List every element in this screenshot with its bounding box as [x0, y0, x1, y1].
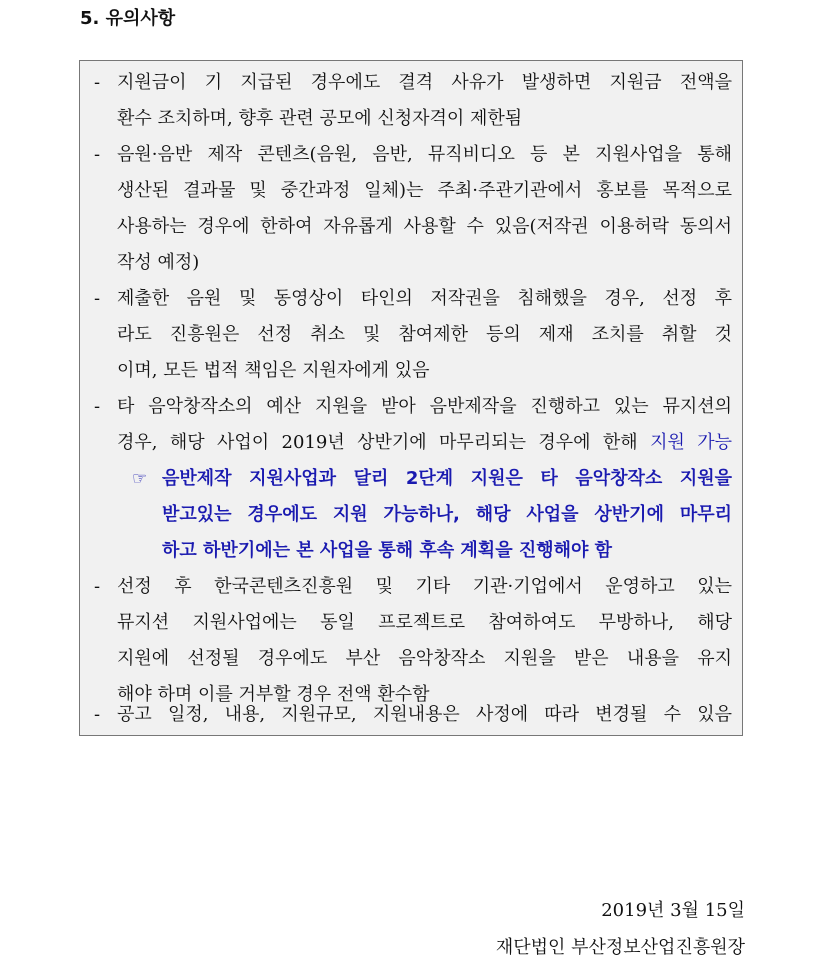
notice-line	[80, 353, 742, 389]
notice-line	[80, 425, 742, 461]
notice-line	[80, 317, 742, 353]
pointing-hand-icon: ☞	[132, 469, 148, 489]
notice-text: 라도 진흥원은 선정 취소 및 참여제한 등의 제재 조치를 취할 것	[117, 324, 732, 345]
notice-text: 선정 후 한국콘텐츠진흥원 및 기타 기관·기업에서 운영하고 있는	[117, 576, 732, 597]
notice-text: 사용하는 경우에 한하여 자유롭게 사용할 수 있음(저작권 이용허락 동의서	[117, 216, 732, 237]
notice-line	[80, 245, 742, 281]
notice-item-3	[80, 281, 742, 317]
highlight-text: 받고있는 경우에도 지원 가능하나, 해당 사업을 상반기에 마무리	[162, 504, 732, 525]
notice-text: 제출한 음원 및 동영상이 타인의 저작권을 침해했을 경우, 선정 후	[117, 288, 732, 309]
highlight-text: 하고 하반기에는 본 사업을 통해 후속 계획을 진행해야 함	[162, 540, 613, 561]
document-date: 2019년 3월 15일	[601, 900, 745, 921]
notice-text: 경우, 해당 사업이 2019년 상반기에 마무리되는 경우에 한해	[117, 432, 638, 453]
notice-line	[80, 641, 742, 677]
issuing-organization: 재단법인 부산정보산업진흥원장	[495, 937, 745, 958]
highlight-text: 지원 가능	[650, 432, 732, 453]
notice-line	[80, 173, 742, 209]
notice-text: 해야 하며 이를 거부할 경우 전액 환수함	[117, 684, 430, 705]
notice-text: 이며, 모든 법적 책임은 지원자에게 있음	[117, 360, 430, 381]
bullet-marker: -	[94, 704, 101, 725]
bullet-marker: -	[94, 72, 101, 93]
notice-text: 환수 조치하며, 향후 관련 공모에 신청자격이 제한됨	[117, 108, 523, 129]
notice-text-with-highlight	[117, 425, 732, 461]
bullet-marker: -	[94, 396, 101, 417]
notice-item-5	[80, 569, 742, 605]
notice-line	[80, 209, 742, 245]
notice-item-2	[80, 137, 742, 173]
highlight-note-line	[80, 533, 742, 569]
bullet-marker: -	[94, 576, 101, 597]
notice-text: 지원에 선정될 경우에도 부산 음악창작소 지원을 받은 내용을 유지	[117, 648, 732, 669]
bullet-marker: -	[94, 288, 101, 309]
notice-line	[80, 605, 742, 641]
section-heading: 5. 유의사항	[80, 8, 176, 29]
notice-text: 음원·음반 제작 콘텐츠(음원, 음반, 뮤직비디오 등 본 지원사업을 통해	[117, 144, 732, 165]
notice-text: 뮤지션 지원사업에는 동일 프로젝트로 참여하여도 무방하나, 해당	[117, 612, 732, 633]
highlight-note	[80, 461, 742, 497]
notice-item-6	[80, 697, 742, 733]
notice-text: 지원금이 기 지급된 경우에도 결격 사유가 발생하면 지원금 전액을	[117, 72, 732, 93]
notice-text: 생산된 결과물 및 중간과정 일체)는 주최·주관기관에서 홍보를 목적으로	[117, 180, 732, 201]
notice-text: 공고 일정, 내용, 지원규모, 지원내용은 사정에 따라 변경될 수 있음	[117, 704, 732, 725]
notice-item-4	[80, 389, 742, 425]
highlight-text: 음반제작 지원사업과 달리 2단계 지원은 타 음악창작소 지원을	[162, 468, 732, 489]
notice-box	[79, 60, 743, 736]
notice-line	[80, 101, 742, 137]
notice-text: 작성 예정)	[117, 252, 200, 273]
bullet-marker: -	[94, 144, 101, 165]
notice-item-1	[80, 65, 742, 101]
highlight-note-line	[80, 497, 742, 533]
notice-text: 타 음악창작소의 예산 지원을 받아 음반제작을 진행하고 있는 뮤지션의	[117, 396, 732, 417]
